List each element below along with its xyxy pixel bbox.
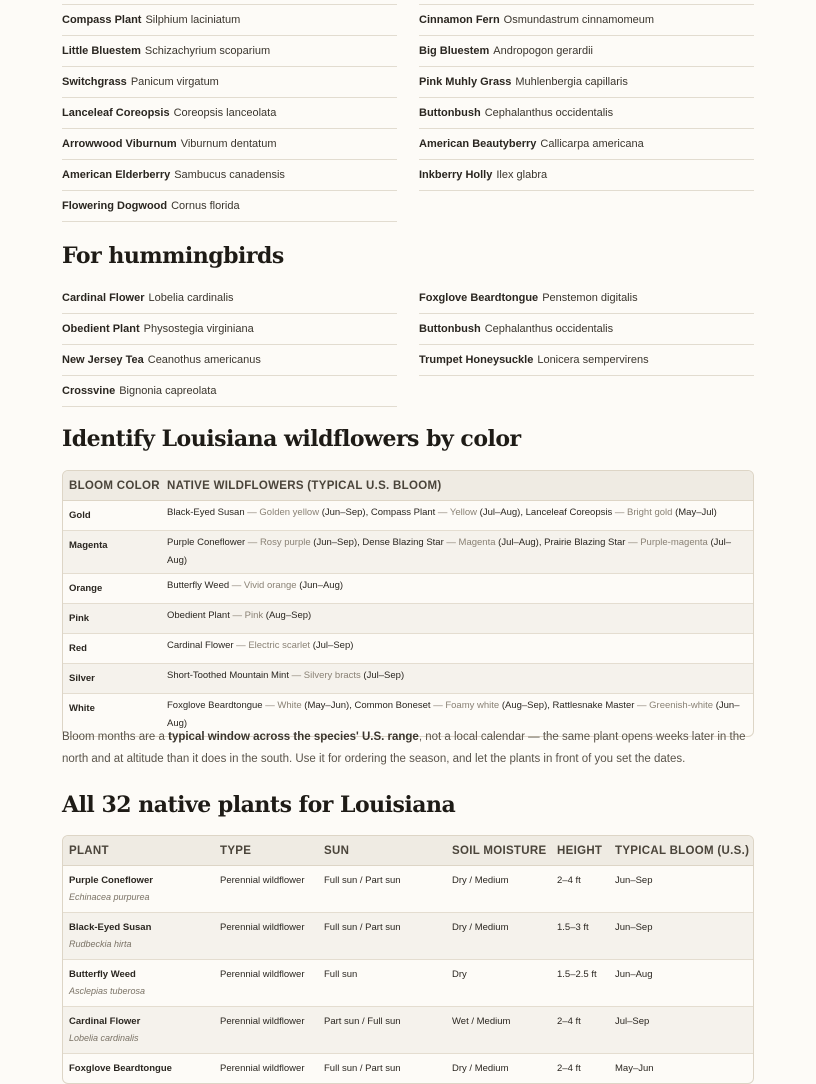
plant-common-name: Cinnamon Fern xyxy=(419,13,500,26)
note-text-start: Bloom months are a xyxy=(62,731,169,743)
bloom-cell: Jun–Aug xyxy=(609,960,753,1007)
plant-scientific-name: Schizachyrium scoparium xyxy=(144,44,271,57)
shade-text: Purple-magenta xyxy=(640,537,708,548)
bloom-months: Aug–Sep xyxy=(268,610,309,621)
plant-list-item xyxy=(62,98,397,129)
plant-scientific-name: Penstemon digitalis xyxy=(542,291,638,304)
wildflower-name: Lanceleaf Coreopsis xyxy=(525,507,613,518)
bloom-months: Aug–Sep xyxy=(505,700,545,711)
bloom-months: Jul–Aug xyxy=(167,537,732,566)
plant-scientific-name: Osmundastrum cinnamomeum xyxy=(503,13,655,26)
bloom-months: Jun–Aug xyxy=(167,700,740,729)
column-header-sun: SUN xyxy=(318,836,446,866)
plant-scientific-name: Lonicera sempervirens xyxy=(537,353,649,366)
wildflower-list-cell: Purple Coneflower — Rosy purple (Jun–Sep), Dense Blazing Star — Magenta (Jul–Aug), Prairie Blazing Star — Purple-magenta (Jul–Aug) xyxy=(161,531,753,574)
plant-list-item xyxy=(419,160,754,191)
shade-text: Bright gold xyxy=(627,507,673,518)
plant-name: Black-Eyed Susan xyxy=(69,922,152,933)
plant-list-item xyxy=(62,283,397,314)
plant-list-item xyxy=(62,67,397,98)
plant-column-left xyxy=(62,4,397,222)
plant-grid-top xyxy=(62,4,754,222)
bloom-color-cell: Silver xyxy=(63,664,161,694)
plant-scientific-name: Ceanothus americanus xyxy=(147,353,261,366)
plant-scientific-name: Cephalanthus occidentalis xyxy=(484,322,614,335)
plant-common-name: Obedient Plant xyxy=(62,322,140,335)
bloom-cell: Jun–Sep xyxy=(609,913,753,960)
plant-common-name: Crossvine xyxy=(62,384,116,397)
bloom-months: Jul–Aug xyxy=(501,537,536,548)
wildflower-name: Purple Coneflower xyxy=(167,537,246,548)
plant-scientific-name: Lobelia cardinalis xyxy=(148,291,234,304)
bloom-cell: Jun–Sep xyxy=(609,866,753,913)
soil-moisture-cell: Dry / Medium xyxy=(446,866,551,913)
plant-name: Foxglove Beardtongue xyxy=(69,1063,172,1074)
bloom-color-cell: Red xyxy=(63,634,161,664)
height-cell: 2–4 ft xyxy=(557,1063,581,1074)
plant-common-name: Cardinal Flower xyxy=(62,291,145,304)
wildflower-shade: — Greenish-white xyxy=(637,700,714,711)
table-header-row xyxy=(63,471,753,501)
wildflower-list-cell: Butterfly Weed — Vivid orange (Jun–Aug) xyxy=(161,574,753,604)
color-table-row xyxy=(63,604,753,634)
plant-scientific-name: Muhlenbergia capillaris xyxy=(515,75,628,88)
plant-common-name: American Elderberry xyxy=(62,168,171,181)
wildflower-name: Rattlesnake Master xyxy=(552,700,635,711)
plant-list-item xyxy=(62,160,397,191)
bloom-color-cell: Orange xyxy=(63,574,161,604)
sun-cell: Full sun / Part sun xyxy=(318,913,446,960)
column-header-bloom: TYPICAL BLOOM (U.S.) xyxy=(609,836,753,866)
plant-list-item xyxy=(62,345,397,376)
plant-common-name: Flowering Dogwood xyxy=(62,199,168,212)
plant-scientific-name: Physostegia virginiana xyxy=(143,322,254,335)
wildflower-shade: — Foamy white xyxy=(433,700,500,711)
shade-text: Golden yellow xyxy=(259,507,320,518)
note-emphasis: typical window across the species' U.S. range xyxy=(168,731,419,743)
plant-type-cell: Perennial wildflower xyxy=(214,1007,318,1054)
section-heading-all-plants: All 32 native plants for Louisiana xyxy=(62,792,456,818)
wildflower-name: Foxglove Beardtongue xyxy=(167,700,263,711)
sun-cell: Full sun / Part sun xyxy=(324,1063,401,1074)
wildflower-shade: — Rosy purple xyxy=(247,537,311,548)
bloom-color-cell: Magenta xyxy=(63,531,161,574)
wildflower-shade: — Pink xyxy=(232,610,264,621)
sun-cell: Full sun xyxy=(318,960,446,1007)
shade-text: Yellow xyxy=(449,507,478,518)
plant-scientific-name: Rudbeckia hirta xyxy=(69,939,132,949)
plant-cell xyxy=(63,866,214,913)
bloom-color-cell: Pink xyxy=(63,604,161,634)
column-header-type: TYPE xyxy=(214,836,318,866)
bloom-months: May–Jun xyxy=(307,700,347,711)
height-cell: 1.5–3 ft xyxy=(551,913,609,960)
wildflower-shade: — Vivid orange xyxy=(231,580,297,591)
plant-table-row xyxy=(63,1054,753,1084)
shade-text: Vivid orange xyxy=(243,580,297,591)
color-table-row xyxy=(63,634,753,664)
plant-list-item xyxy=(419,314,754,345)
plant-list-item xyxy=(419,129,754,160)
column-header-wildflowers: NATIVE WILDFLOWERS (TYPICAL U.S. BLOOM) xyxy=(161,471,753,501)
plant-scientific-name: Bignonia capreolata xyxy=(119,384,217,397)
bloom-months: Jun–Sep xyxy=(316,537,354,548)
color-table-row xyxy=(63,531,753,574)
plant-list-item xyxy=(62,376,397,407)
plant-scientific-name: Coreopsis lanceolata xyxy=(173,106,277,119)
wildflower-list-cell: Cardinal Flower — Electric scarlet (Jul–Sep) xyxy=(161,634,753,664)
bloom-color-cell: Gold xyxy=(63,501,161,531)
shade-text: Rosy purple xyxy=(259,537,311,548)
color-table-row xyxy=(63,664,753,694)
plant-column-left xyxy=(62,283,397,407)
plant-common-name: Pink Muhly Grass xyxy=(419,75,512,88)
bloom-cell: May–Jun xyxy=(615,1063,654,1074)
wildflower-name: Black-Eyed Susan xyxy=(167,507,245,518)
height-cell: 2–4 ft xyxy=(551,866,609,913)
column-header-soil-moisture: SOIL MOISTURE xyxy=(446,836,551,866)
plant-list-item xyxy=(419,283,754,314)
plant-list-item xyxy=(419,67,754,98)
plant-scientific-name: Asclepias tuberosa xyxy=(69,986,146,996)
color-table-row xyxy=(63,574,753,604)
plant-scientific-name: Panicum virgatum xyxy=(130,75,219,88)
bloom-months: Jul–Sep xyxy=(315,640,351,651)
plant-scientific-name: Callicarpa americana xyxy=(540,137,644,150)
wildflower-name: Dense Blazing Star xyxy=(362,537,444,548)
soil-moisture-cell: Wet / Medium xyxy=(446,1007,551,1054)
wildflower-name: Cardinal Flower xyxy=(167,640,234,651)
wildflower-name: Short-Toothed Mountain Mint xyxy=(167,670,289,681)
bloom-months: Jun–Sep xyxy=(324,507,363,518)
wildflower-shade: — Electric scarlet xyxy=(236,640,311,651)
wildflower-shade: — Purple-magenta xyxy=(628,537,708,548)
plant-list-item xyxy=(419,98,754,129)
section-heading-by-color: Identify Louisiana wildflowers by color xyxy=(62,426,521,452)
plant-type-cell: Perennial wildflower xyxy=(214,913,318,960)
soil-moisture-cell: Dry xyxy=(446,960,551,1007)
plants-table-container xyxy=(62,835,754,1084)
plants-table xyxy=(63,836,753,1083)
plant-column-right xyxy=(419,283,754,407)
wildflower-name: Prairie Blazing Star xyxy=(544,537,626,548)
plant-list-item xyxy=(62,129,397,160)
wildflower-shade: — Golden yellow xyxy=(247,507,320,518)
plant-name: Butterfly Weed xyxy=(69,969,136,980)
plant-list-item xyxy=(62,5,397,36)
bloom-months: May–Jul xyxy=(678,507,714,518)
bloom-months: Jul–Aug xyxy=(482,507,518,518)
plant-scientific-name: Viburnum dentatum xyxy=(180,137,277,150)
plant-common-name: Trumpet Honeysuckle xyxy=(419,353,534,366)
soil-moisture-cell: Dry / Medium xyxy=(446,913,551,960)
bloom-cell: Jul–Sep xyxy=(609,1007,753,1054)
soil-moisture-cell: Dry / Medium xyxy=(452,1063,509,1074)
wildflower-list-cell: Black-Eyed Susan — Golden yellow (Jun–Sep), Compass Plant — Yellow (Jul–Aug), Lanceleaf Coreopsis — Bright gold (May–Jul) xyxy=(161,501,753,531)
plant-table-row xyxy=(63,960,753,1007)
plant-common-name: Buttonbush xyxy=(419,322,481,335)
shade-text: Electric scarlet xyxy=(248,640,311,651)
wildflower-name: Common Boneset xyxy=(354,700,431,711)
plant-common-name: American Beautyberry xyxy=(419,137,537,150)
wildflower-list-cell: Obedient Plant — Pink (Aug–Sep) xyxy=(161,604,753,634)
plant-type-cell: Perennial wildflower xyxy=(214,960,318,1007)
plant-common-name: New Jersey Tea xyxy=(62,353,144,366)
plant-list-item xyxy=(62,314,397,345)
plant-common-name: Big Bluestem xyxy=(419,44,490,57)
height-cell: 1.5–2.5 ft xyxy=(551,960,609,1007)
wildflower-list-cell: Foxglove Beardtongue — White (May–Jun), Common Boneset — Foamy white (Aug–Sep), Rattlesnake Master — Greenish-white (Jun–Aug) xyxy=(167,700,740,729)
plant-common-name: Lanceleaf Coreopsis xyxy=(62,106,170,119)
color-table-row xyxy=(63,501,753,531)
plant-scientific-name: Silphium laciniatum xyxy=(145,13,241,26)
color-table-container xyxy=(62,470,754,737)
plant-cell xyxy=(63,1007,214,1054)
plant-name: Cardinal Flower xyxy=(69,1016,141,1027)
table-header-row xyxy=(63,836,753,866)
plant-table-row xyxy=(63,913,753,960)
plant-scientific-name: Echinacea purpurea xyxy=(69,892,150,902)
plant-list-item xyxy=(419,345,754,376)
bloom-months-note xyxy=(62,726,752,770)
shade-text: Foamy white xyxy=(445,700,500,711)
sun-cell: Full sun / Part sun xyxy=(318,866,446,913)
wildflower-shade: — Bright gold xyxy=(614,507,673,518)
plant-column-right xyxy=(419,4,754,222)
plant-cell xyxy=(63,913,214,960)
shade-text: White xyxy=(277,700,302,711)
plant-scientific-name: Cephalanthus occidentalis xyxy=(484,106,614,119)
plant-scientific-name: Sambucus canadensis xyxy=(174,168,285,181)
bloom-months: Jun–Aug xyxy=(302,580,340,591)
wildflower-name: Obedient Plant xyxy=(167,610,230,621)
bloom-months: Jul–Sep xyxy=(366,670,401,681)
plant-table-row xyxy=(63,1007,753,1054)
section-heading-hummingbirds: For hummingbirds xyxy=(62,243,284,269)
shade-text: Silvery bracts xyxy=(303,670,361,681)
plant-list-item xyxy=(62,36,397,67)
color-table xyxy=(63,471,753,736)
wildflower-shade: — Silvery bracts xyxy=(291,670,361,681)
plant-list-item xyxy=(419,36,754,67)
plant-scientific-name: Lobelia cardinalis xyxy=(69,1033,139,1043)
plant-common-name: Foxglove Beardtongue xyxy=(419,291,539,304)
plant-common-name: Switchgrass xyxy=(62,75,127,88)
plant-list-item xyxy=(62,191,397,222)
plant-table-row xyxy=(63,866,753,913)
column-header-plant: PLANT xyxy=(63,836,214,866)
wildflower-shade: — Magenta xyxy=(446,537,496,548)
plant-type-cell: Perennial wildflower xyxy=(220,1063,305,1074)
note-text-end: , not a local calendar — the same plant opens weeks later in the north and at altitude than it does in the south. Use it for ordering the season, and let the plants in front of you set the dates. xyxy=(62,731,746,765)
wildflower-shade: — Yellow xyxy=(437,507,478,518)
column-header-bloom-color: BLOOM COLOR xyxy=(63,471,161,501)
shade-text: Magenta xyxy=(458,537,496,548)
plant-type-cell: Perennial wildflower xyxy=(214,866,318,913)
plant-common-name: Little Bluestem xyxy=(62,44,141,57)
plant-common-name: Inkberry Holly xyxy=(419,168,493,181)
wildflower-name: Compass Plant xyxy=(370,507,436,518)
plant-common-name: Buttonbush xyxy=(419,106,481,119)
sun-cell: Part sun / Full sun xyxy=(318,1007,446,1054)
plant-list-item xyxy=(419,5,754,36)
plant-scientific-name: Andropogon gerardii xyxy=(493,44,593,57)
plant-scientific-name: Cornus florida xyxy=(171,199,240,212)
plant-common-name: Compass Plant xyxy=(62,13,142,26)
shade-text: Pink xyxy=(244,610,264,621)
plant-common-name: Arrowwood Viburnum xyxy=(62,137,177,150)
height-cell: 2–4 ft xyxy=(551,1007,609,1054)
wildflower-name: Butterfly Weed xyxy=(167,580,230,591)
plant-grid-hummingbirds xyxy=(62,283,754,407)
column-header-height: HEIGHT xyxy=(551,836,609,866)
shade-text: Greenish-white xyxy=(649,700,714,711)
wildflower-shade: — White xyxy=(265,700,302,711)
plant-name: Purple Coneflower xyxy=(69,875,153,886)
plant-cell xyxy=(63,1054,214,1084)
plant-scientific-name: Ilex glabra xyxy=(496,168,548,181)
wildflower-list-cell: Short-Toothed Mountain Mint — Silvery bracts (Jul–Sep) xyxy=(161,664,753,694)
plant-cell xyxy=(63,960,214,1007)
bloom-color-cell: White xyxy=(69,703,95,714)
